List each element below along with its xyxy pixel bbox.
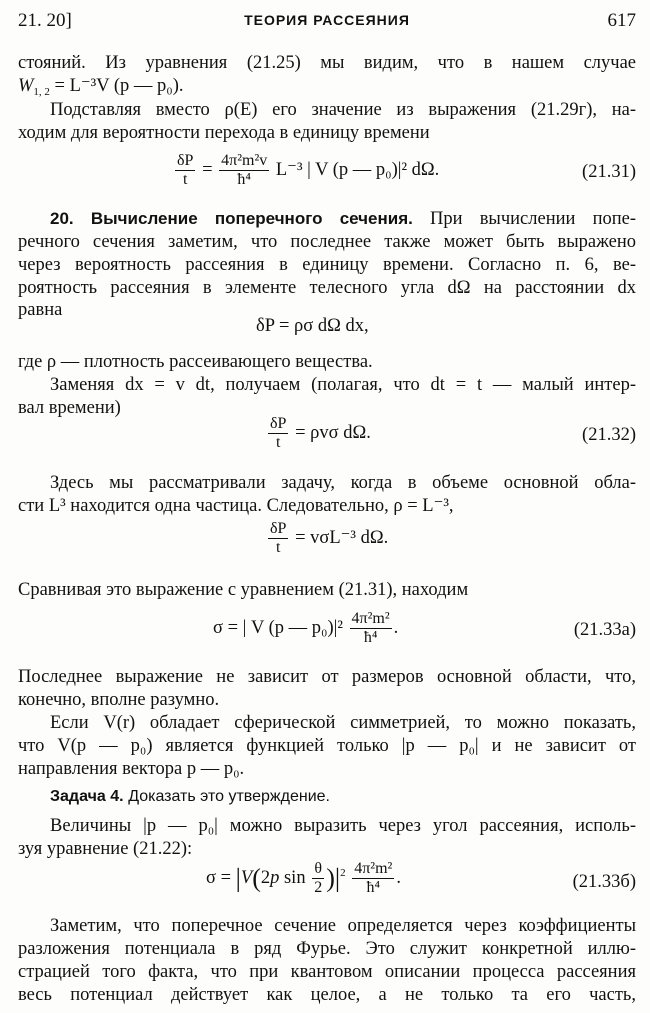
running-title: ТЕОРИЯ РАССЕЯНИЯ: [244, 12, 410, 28]
equation-dP: δP = ρσ dΩ dx,: [256, 316, 369, 336]
fraction: $\frac{\delta P}{t}$: [270, 520, 287, 556]
paragraph-line: сти L³ находится одна частица. Следовательно, ρ = L⁻³,: [18, 496, 454, 516]
w-formula: = L⁻³V (p — p₀).: [54, 76, 184, 96]
fraction: $\frac{\text{4π²m²v}}{\text{ħ⁴}}$: [221, 152, 268, 188]
equation-number: (21.33а): [573, 620, 636, 640]
page-header: [18, 10, 636, 36]
paragraph-line: вал времени): [18, 398, 121, 418]
fraction: $\frac{\theta}{2}$: [314, 860, 323, 896]
equation-body: σ = | V (p — p₀)|² $\frac{\text{4π²m²}}{\text{ħ⁴}}$ .: [213, 610, 399, 646]
section-heading-line: 20. Вычисление поперечного сечения. При вычислении попе-: [50, 209, 636, 229]
paragraph-line: роятность рассеяния в элементе телесного угла dΩ на расстоянии dx: [18, 278, 636, 298]
equation-body: $\frac{\delta P}{t}$ = $\frac{\text{4π²m²v}}{\text{ħ⁴}}$ L⁻³ | V (p — p₀)|² dΩ.: [177, 152, 440, 188]
fraction: $\frac{\delta P}{t}$: [177, 152, 194, 188]
equation-number: (21.31): [582, 162, 636, 182]
task-line: Задача 4. Доказать это утверждение.: [50, 788, 330, 805]
paragraph-line: стояний. Из уравнения (21.25) мы видим, что в нашем случае: [18, 53, 636, 73]
paragraph-line: Заметим, что поперечное сечение определяется через коэффициенты: [50, 916, 636, 936]
paragraph-line: разложения потенциала в ряд Фурье. Это служит конкретной иллю-: [18, 939, 636, 959]
section-ref: 21. 20]: [18, 10, 72, 31]
equation-body: $\frac{\delta P}{t}$ = ρvσ dΩ.: [270, 415, 371, 451]
paragraph-line: зуя уравнение (21.22):: [18, 839, 193, 859]
fraction: $\frac{\delta P}{t}$: [270, 415, 287, 451]
equation-body: σ = |V(2p sin $\frac{\theta}{2}$ )$|^2$ $\frac{\text{4π²m²}}{\text{ħ⁴}}$ .: [206, 860, 401, 896]
equation-body: $\frac{\delta P}{t}$ = vσL⁻³ dΩ.: [270, 520, 389, 556]
paragraph-line: Величины |p — p₀| можно выразить через угол рассеяния, исполь-: [50, 816, 636, 836]
paragraph-line: что V(p — p₀) является функцией только |p — p₀| и не зависит от: [18, 736, 636, 756]
equation-number: (21.33б): [572, 872, 636, 892]
paragraph-line: Последнее выражение не зависит от размеров основной области, что,: [18, 667, 636, 687]
paragraph-line: через вероятность рассеяния в единицу времени. Согласно п. 6, ве-: [18, 255, 636, 275]
paragraph-line: речного сечения заметим, что последнее также может быть выражено: [18, 232, 636, 252]
paragraph-line: ходим для вероятности перехода в единицу времени: [18, 123, 430, 143]
paragraph-line: равна: [18, 300, 63, 320]
equation-21-33a: [18, 610, 636, 654]
fraction: $\frac{\text{4π²m²}}{\text{ħ⁴}}$: [351, 610, 390, 646]
paragraph-line: $W_{1, 2} = L^{-3}V$ (p — p₀).: [18, 76, 184, 98]
paragraph-line: страцией того факта, что при квантовом описании процесса рассеяния: [18, 962, 636, 982]
equation-unnumbered: [18, 520, 636, 564]
equation-21-31: [18, 152, 636, 196]
paragraph-line: Сравнивая это выражение с уравнением (21.31), находим: [18, 580, 469, 600]
task-label: Задача 4.: [50, 788, 124, 805]
paragraph-line: Заменяя dx = v dt, получаем (полагая, что dt = t — малый интер-: [50, 375, 636, 395]
paragraph-line: конечно, вполне разумно.: [18, 690, 220, 710]
equation-21-33b: [18, 860, 636, 908]
paragraph-line: весь потенциал действует как целое, а не только та его часть,: [18, 985, 636, 1005]
paragraph-line: Если V(r) обладает сферической симметрией, то можно показать,: [50, 713, 636, 733]
equation-number: (21.32): [582, 425, 636, 445]
fraction: $\frac{\text{4π²m²}}{\text{ħ⁴}}$: [354, 860, 393, 896]
page-number: 617: [607, 10, 636, 31]
section-title: 20. Вычисление поперечного сечения.: [50, 209, 413, 228]
paragraph-line: направления вектора p — p₀.: [18, 759, 245, 779]
paragraph-line: где ρ — плотность рассеивающего вещества.: [18, 352, 373, 372]
paragraph-line: Подставляя вместо ρ(E) его значение из выражения (21.29г), на-: [50, 100, 636, 120]
paragraph-line: Здесь мы рассматривали задачу, когда в объеме основной обла-: [50, 473, 636, 493]
equation-21-32: [18, 415, 636, 459]
